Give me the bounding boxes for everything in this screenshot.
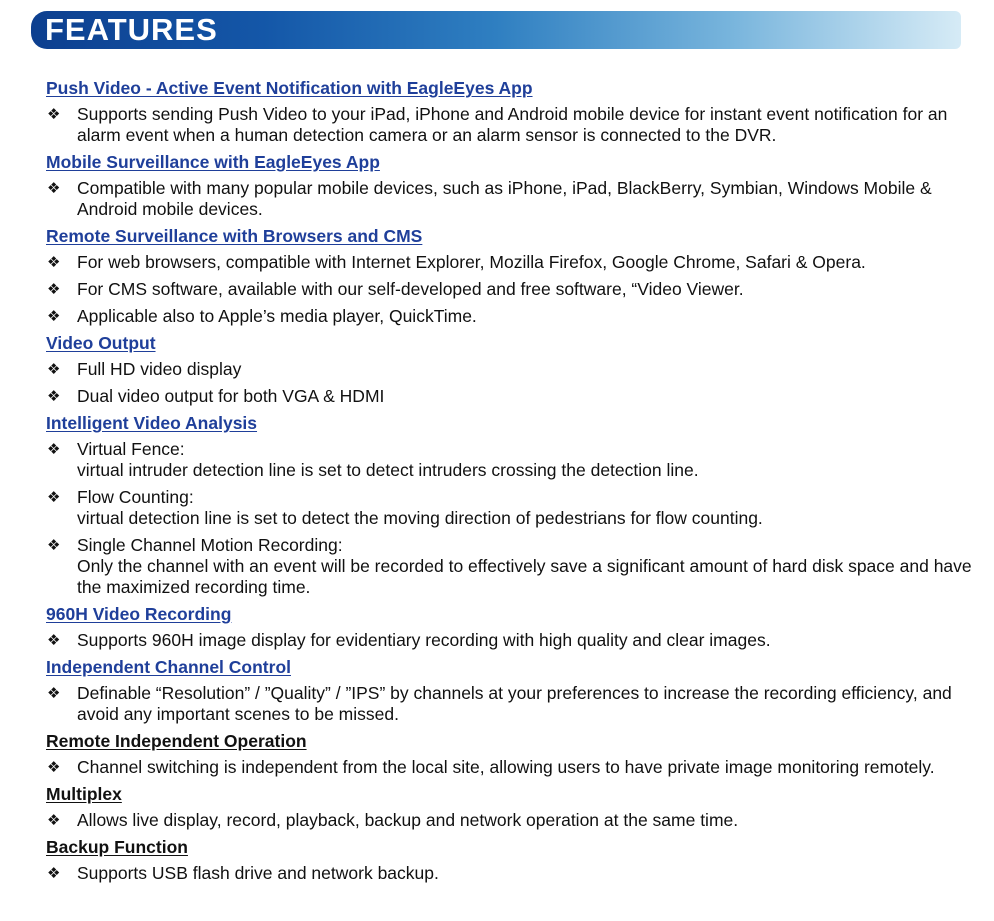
feature-section [46,332,976,407]
bullet-list [46,630,976,651]
features-list [46,77,976,889]
diamond-bullet-icon: ❖ [47,632,61,649]
bullet-list [46,359,976,407]
bullet-item [46,359,976,380]
banner-title: FEATURES [45,12,218,47]
bullet-item [46,810,976,831]
bullet-text: Supports sending Push Video to your iPad, iPhone and Android mobile device for instant event notification for an alarm event when a human detection camera or an alarm sensor is connected to the DVR. [77,104,948,145]
bullet-list [46,252,976,327]
diamond-bullet-icon: ❖ [47,759,61,776]
section-heading: Push Video - Active Event Notification with EagleEyes App [46,78,533,98]
diamond-bullet-icon: ❖ [47,388,61,405]
bullet-text: virtual detection line is set to detect the moving direction of pedestrians for flow counting. [77,508,763,528]
section-heading: Backup Function [46,837,188,857]
feature-section [46,225,976,327]
bullet-text: For CMS software, available with our self-developed and free software, “Video Viewer. [77,279,744,299]
diamond-bullet-icon: ❖ [47,812,61,829]
bullet-item [46,863,976,884]
section-heading: Multiplex [46,784,122,804]
bullet-text: Supports USB flash drive and network backup. [77,863,439,883]
diamond-bullet-icon: ❖ [47,281,61,298]
bullet-list [46,683,976,725]
bullet-text: Flow Counting: [77,487,194,507]
bullet-list [46,439,976,598]
bullet-item [46,630,976,651]
diamond-bullet-icon: ❖ [47,106,61,123]
bullet-text: Channel switching is independent from the local site, allowing users to have private image monitoring remotely. [77,757,935,777]
diamond-bullet-icon: ❖ [47,537,61,554]
diamond-bullet-icon: ❖ [47,489,61,506]
section-heading: Intelligent Video Analysis [46,413,258,433]
bullet-item [46,279,976,300]
bullet-text: For web browsers, compatible with Internet Explorer, Mozilla Firefox, Google Chrome, Safari & Opera. [77,252,866,272]
feature-section [46,412,976,598]
diamond-bullet-icon: ❖ [47,685,61,702]
feature-section [46,730,976,778]
bullet-list [46,863,976,884]
feature-section [46,836,976,884]
bullet-item [46,487,976,529]
bullet-text: Allows live display, record, playback, backup and network operation at the same time. [77,810,739,830]
bullet-text: Full HD video display [77,359,242,379]
bullet-item [46,757,976,778]
section-heading: Video Output [46,333,156,353]
diamond-bullet-icon: ❖ [47,361,61,378]
section-heading: 960H Video Recording [46,604,232,624]
bullet-list [46,178,976,220]
bullet-text: Single Channel Motion Recording: [77,535,343,555]
diamond-bullet-icon: ❖ [47,254,61,271]
bullet-text: Compatible with many popular mobile devices, such as iPhone, iPad, BlackBerry, Symbian, Windows Mobile & Android mobile devices. [77,178,932,219]
bullet-item [46,535,976,598]
bullet-item [46,439,976,481]
bullet-item [46,178,976,220]
bullet-text: Only the channel with an event will be recorded to effectively save a significant amount of hard disk space and have the maximized recording time. [77,556,972,597]
bullet-text: Definable “Resolution” / ”Quality” / ”IPS” by channels at your preferences to increase the recording efficiency, and avoid any important scenes to be missed. [77,683,952,724]
diamond-bullet-icon: ❖ [47,308,61,325]
bullet-list [46,104,976,146]
bullet-text: Virtual Fence: [77,439,185,459]
section-heading: Independent Channel Control [46,657,291,677]
feature-section [46,656,976,725]
features-banner [31,11,961,49]
diamond-bullet-icon: ❖ [47,865,61,882]
diamond-bullet-icon: ❖ [47,441,61,458]
section-heading: Mobile Surveillance with EagleEyes App [46,152,380,172]
bullet-text: Applicable also to Apple’s media player, QuickTime. [77,306,477,326]
bullet-item [46,386,976,407]
bullet-item [46,683,976,725]
bullet-text: Supports 960H image display for evidentiary recording with high quality and clear images. [77,630,771,650]
bullet-item [46,104,976,146]
bullet-item [46,306,976,327]
bullet-list [46,810,976,831]
feature-section [46,603,976,651]
feature-section [46,783,976,831]
section-heading: Remote Independent Operation [46,731,307,751]
feature-section [46,77,976,146]
diamond-bullet-icon: ❖ [47,180,61,197]
feature-section [46,151,976,220]
bullet-text: Dual video output for both VGA & HDMI [77,386,385,406]
bullet-list [46,757,976,778]
section-heading: Remote Surveillance with Browsers and CMS [46,226,423,246]
bullet-text: virtual intruder detection line is set to detect intruders crossing the detection line. [77,460,699,480]
bullet-item [46,252,976,273]
